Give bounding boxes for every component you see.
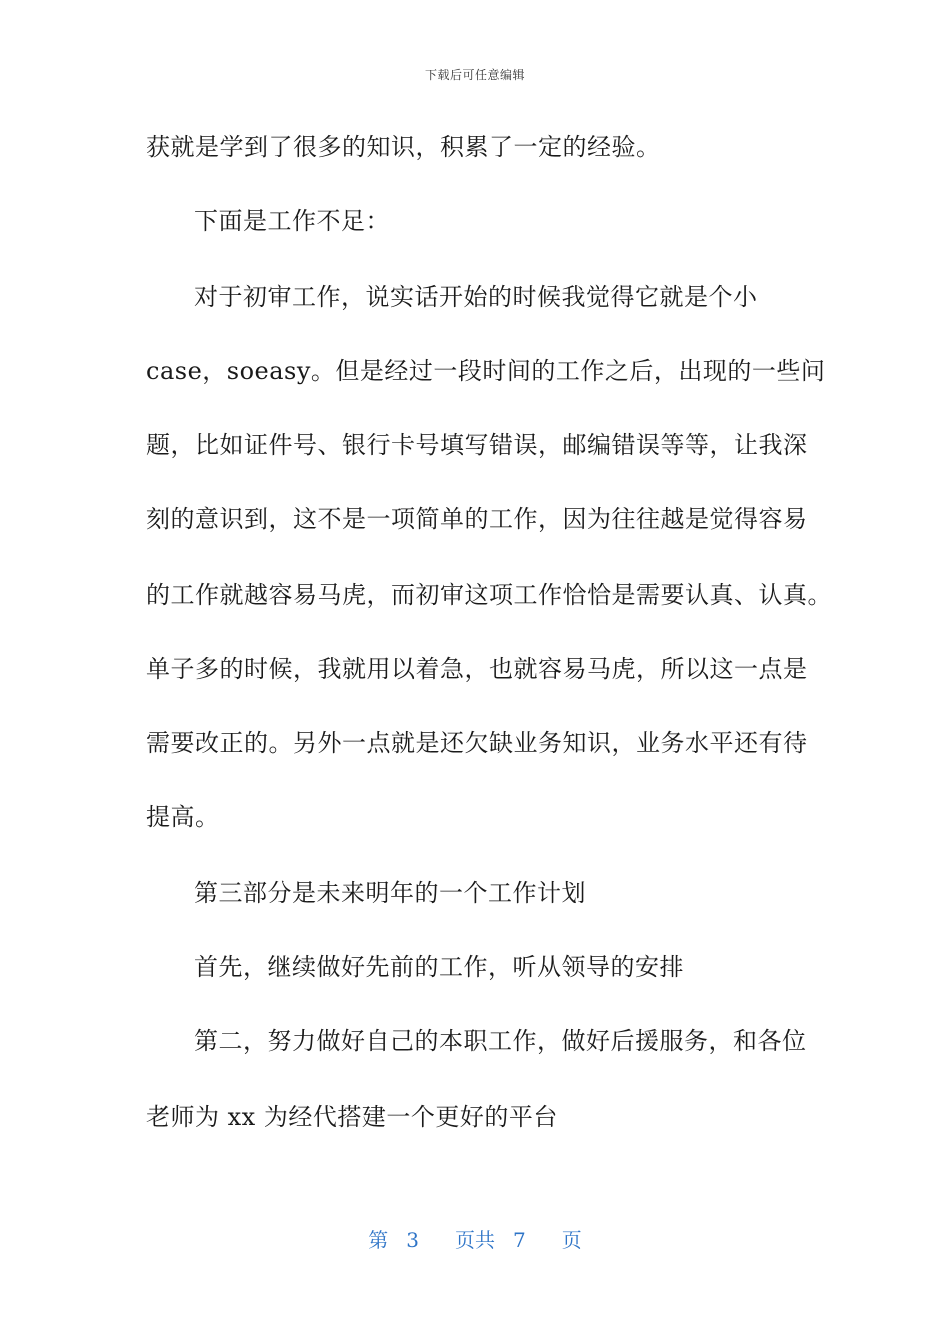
paragraph-line: 题，比如证件号、银行卡号填写错误，邮编错误等等，让我深 [146, 431, 808, 459]
paragraph-line: 需要改正的。另外一点就是还欠缺业务知识，业务水平还有待 [146, 729, 808, 757]
paragraph-line: 首先，继续做好先前的工作，听从领导的安排 [194, 953, 684, 981]
paragraph-line: case，soeasy。但是经过一段时间的工作之后，出现的一些问 [146, 357, 826, 385]
paragraph-line: 第二，努力做好自己的本职工作，做好后援服务，和各位 [194, 1027, 807, 1055]
section-heading: 第三部分是未来明年的一个工作计划 [194, 879, 586, 907]
current-page-number: 3 [406, 1228, 419, 1252]
page-footer [0, 1224, 950, 1253]
page-header: 下载后可任意编辑 [424, 68, 525, 82]
paragraph-line: 刻的意识到，这不是一项简单的工作，因为往往越是觉得容易 [146, 505, 808, 533]
paragraph-line: 获就是学到了很多的知识，积累了一定的经验。 [146, 133, 661, 161]
paragraph-line: 提高。 [146, 803, 220, 831]
paragraph-line: 单子多的时候，我就用以着急，也就容易马虎，所以这一点是 [146, 655, 808, 683]
footer-middle: 页共 [455, 1228, 495, 1252]
paragraph-line: 的工作就越容易马虎，而初审这项工作恰恰是需要认真、认真。 [146, 581, 832, 609]
paragraph-line: 老师为 xx 为经代搭建一个更好的平台 [146, 1103, 558, 1131]
paragraph-line: 下面是工作不足： [194, 207, 390, 235]
footer-suffix: 页 [561, 1228, 582, 1252]
footer-prefix: 第 [368, 1228, 389, 1252]
paragraph-line: 对于初审工作，说实话开始的时候我觉得它就是个小 [194, 283, 758, 311]
total-page-number: 7 [513, 1228, 526, 1252]
